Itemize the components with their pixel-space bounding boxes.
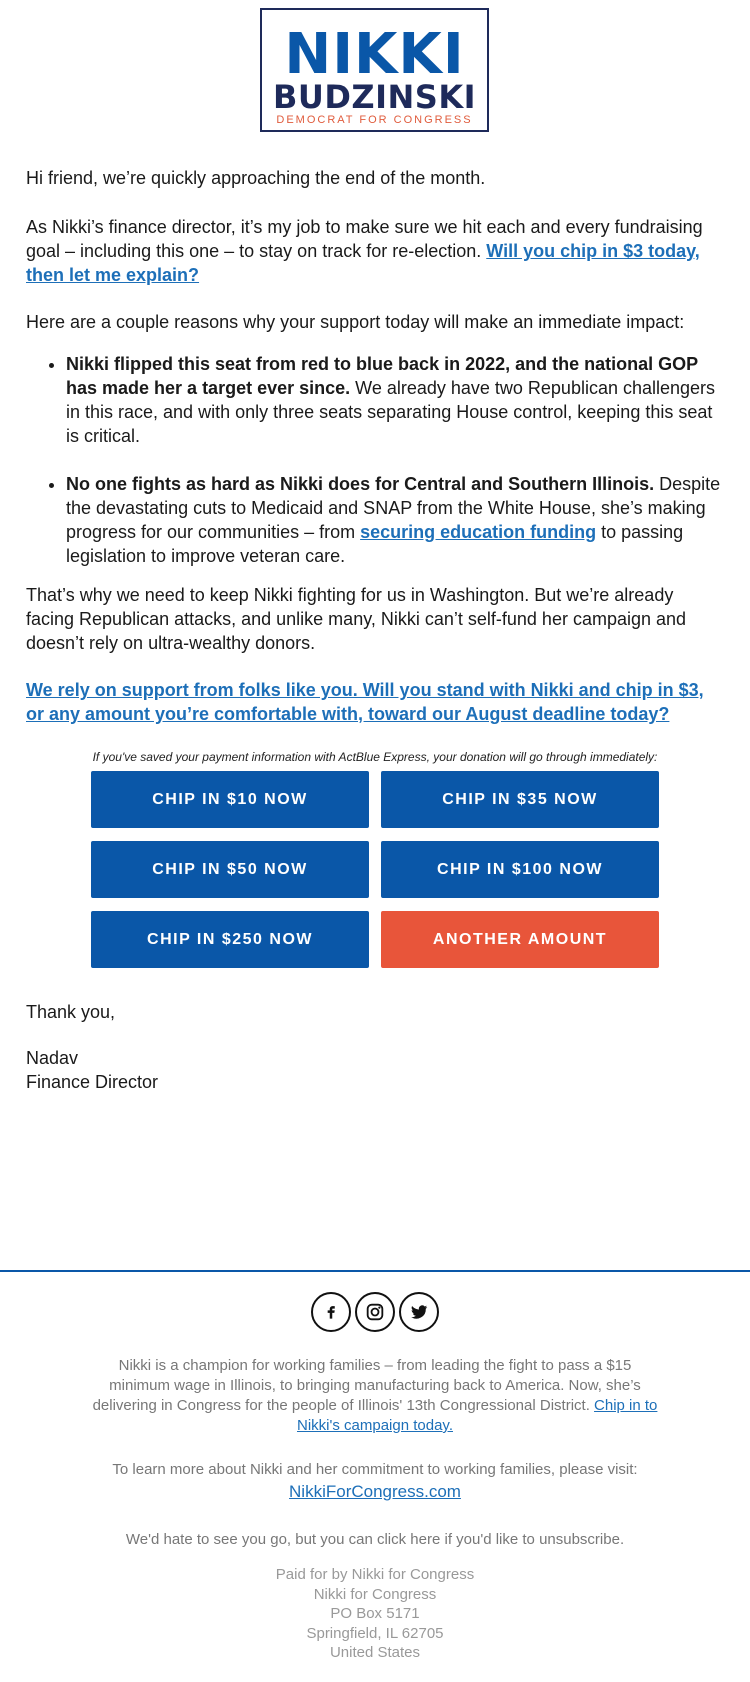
unsubscribe-line[interactable] xyxy=(90,1530,660,1550)
footer-learn-text: To learn more about Nikki and her commitment to working families, please visit: xyxy=(112,1461,638,1478)
social-links xyxy=(311,1292,439,1332)
cta-paragraph xyxy=(26,678,724,726)
signoff-title: Finance Director xyxy=(26,1072,159,1092)
address-po-box: PO Box 5171 xyxy=(330,1605,420,1622)
reason-2-text: Despite the devastating cuts to Medicaid and SNAP from the White House, she’s making progress for our communities – from xyxy=(66,474,721,542)
reason-1-bold: Nikki flipped this seat from red to blue back in 2022, and the national GOP has made her a target ever since. xyxy=(66,354,698,398)
reasons-intro xyxy=(26,310,724,334)
website-link[interactable]: NikkiForCongress.com xyxy=(289,1482,461,1501)
reason-1-text: We already have two Republican challengers in this race, and with only three seats separating House control, keeping this seat is critical. xyxy=(66,378,716,446)
footer-chip-in-link[interactable]: Chip in to Nikki's campaign today. xyxy=(297,1397,658,1434)
finance-paragraph xyxy=(26,215,724,287)
address-city: Springfield, IL 62705 xyxy=(306,1624,444,1642)
intro-paragraph xyxy=(26,166,724,190)
chip-in-100-button[interactable]: CHIP IN $100 NOW xyxy=(381,841,659,898)
chip-in-10-button[interactable]: CHIP IN $10 NOW xyxy=(91,771,369,828)
address-org: Nikki for Congress xyxy=(313,1585,437,1603)
footer-about xyxy=(90,1356,660,1436)
reasons-list xyxy=(26,352,724,592)
footer-about-text: Nikki is a champion for working families – from leading the fight to pass a $15 minimum wage in Illinois, to bringing manufacturing back to America. Now, she’s delivering in Congress for the people of Illinois' 13th Congressional District. xyxy=(92,1357,641,1414)
chip-in-250-button[interactable]: CHIP IN $250 NOW xyxy=(91,911,369,968)
signoff xyxy=(26,1000,724,1094)
finance-text: As Nikki’s finance director, it’s my job to make sure we hit each and every fundraising goal – including this one – to stay on track for re-election. xyxy=(26,217,703,261)
another-amount-button[interactable]: ANOTHER AMOUNT xyxy=(381,911,659,968)
logo-first-name: NIKKI xyxy=(284,22,465,87)
list-item xyxy=(66,352,724,448)
chip-in-35-button[interactable]: CHIP IN $35 NOW xyxy=(381,771,659,828)
footer-learn xyxy=(90,1460,660,1504)
campaign-logo xyxy=(260,8,489,132)
list-item xyxy=(66,472,724,568)
actblue-note: If you've saved your payment information with ActBlue Express, your donation will go through immediately: xyxy=(92,750,658,764)
twitter-icon[interactable] xyxy=(399,1292,439,1332)
instagram-icon[interactable] xyxy=(355,1292,395,1332)
logo-last-name: BUDZINSKI xyxy=(272,78,477,116)
footer-address xyxy=(0,1565,750,1663)
chip-in-3-link[interactable]: Will you chip in $3 today, then let me explain? xyxy=(26,241,700,285)
washington-paragraph xyxy=(26,583,724,655)
washington-text: That’s why we need to keep Nikki fighting for us in Washington. But we’re already facing Republican attacks, and unlike many, Nikki can’t self-fund her campaign and doesn’t rely on ultra-wealthy donors. xyxy=(26,585,687,653)
footer-divider xyxy=(0,1270,750,1272)
intro-text: Hi friend, we’re quickly approaching the end of the month. xyxy=(26,168,486,188)
logo-tagline: DEMOCRAT FOR CONGRESS xyxy=(276,114,473,126)
facebook-icon[interactable] xyxy=(311,1292,351,1332)
unsubscribe-text[interactable]: We'd hate to see you go, but you can click here if you'd like to unsubscribe. xyxy=(125,1531,625,1548)
chip-in-50-button[interactable]: CHIP IN $50 NOW xyxy=(91,841,369,898)
paid-for-line: Paid for by Nikki for Congress xyxy=(275,1566,475,1583)
signoff-name: Nadav xyxy=(26,1048,79,1068)
address-country: United States xyxy=(329,1644,421,1661)
reason-2-text-after: to passing legislation to improve veteran care. xyxy=(66,522,684,566)
cta-link[interactable]: We rely on support from folks like you. Will you stand with Nikki and chip in $3, or any amount you’re comfortable with, toward our August deadline today? xyxy=(26,680,704,724)
reason-2-bold: No one fights as hard as Nikki does for Central and Southern Illinois. xyxy=(66,474,655,494)
signoff-thanks: Thank you, xyxy=(26,1002,116,1022)
reasons-intro-text: Here are a couple reasons why your support today will make an immediate impact: xyxy=(26,312,685,332)
education-funding-link[interactable]: securing education funding xyxy=(360,522,597,542)
